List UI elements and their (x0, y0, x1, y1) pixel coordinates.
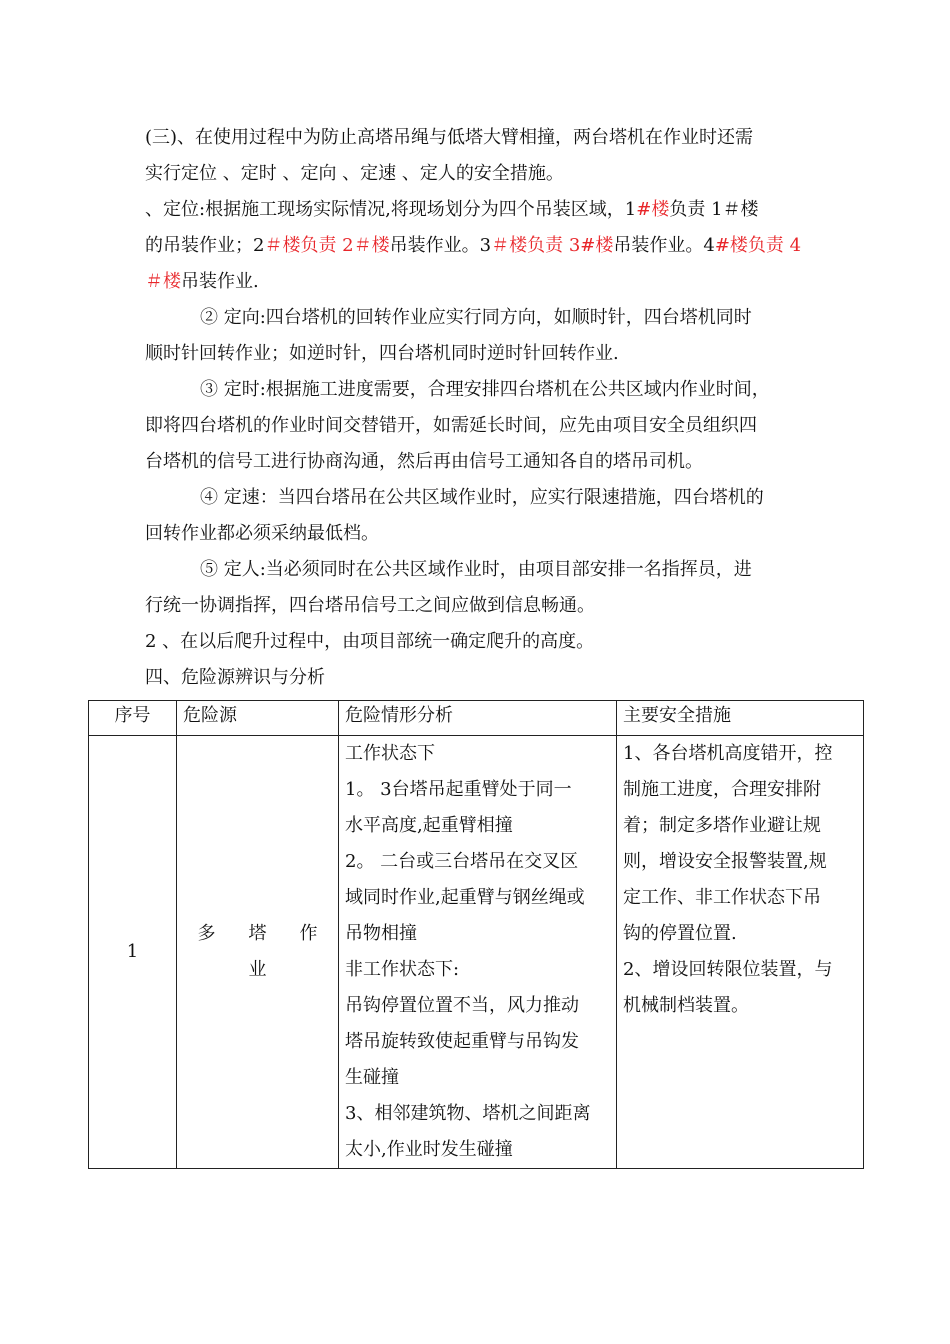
measure-line: 钩的停置位置. (623, 923, 737, 944)
building-ref-red: ＃楼负责 2＃楼 (264, 235, 390, 256)
item2-paragraph: 2 、在以后爬升过程中，由项目部统一确定爬升的高度。 (145, 631, 595, 652)
measure-line: 1、各台塔机高度错开，控 (623, 743, 833, 764)
measure-line: 定工作、非工作状态下吊 (623, 887, 821, 908)
measure-line: 着；制定多塔作业避让规 (623, 815, 821, 836)
header-risk-analysis: 危险情形分析 (339, 701, 617, 736)
analysis-line: 生碰撞 (345, 1067, 399, 1088)
positioning-text: 吊装作业。4 (613, 235, 715, 256)
analysis-line: 1。 3台塔吊起重臂处于同一 (345, 779, 572, 800)
positioning-line1 (145, 198, 759, 222)
measure-line: 2、增设回转限位装置，与 (623, 959, 833, 980)
hazard-source-char: 业 (248, 959, 267, 980)
building-ref-red: ＃楼 (145, 271, 181, 292)
analysis-line: 塔吊旋转致使起重臂与吊钩发 (345, 1031, 579, 1052)
positioning-text: 的吊装作业；2 (145, 235, 265, 256)
positioning-text: 、定位:根据施工现场实际情况,将现场划分为四个吊装区域，1 (145, 199, 637, 220)
header-safety-measures: 主要安全措施 (617, 701, 864, 736)
positioning-text: 吊装作业。3 (389, 235, 492, 256)
building-ref-red: ＃楼负责 3#楼 (491, 235, 614, 256)
personnel-line1: ⑤ 定人:当必须同时在公共区域作业时，由项目部安排一名指挥员，进 (200, 559, 752, 580)
hazard-source-char: 作 (299, 923, 318, 944)
section4-heading: 四、危险源辨识与分析 (145, 667, 325, 688)
table-row (89, 736, 864, 1169)
direction-line2: 顺时针回转作业；如逆时针，四台塔机同时逆时针回转作业. (145, 343, 619, 364)
timing-line2: 即将四台塔机的作业时间交替错开，如需延长时间，应先由项目安全员组织四 (145, 415, 757, 436)
measure-line: 则，增设安全报警装置,规 (623, 851, 827, 872)
speed-line1: ④ 定速：当四台塔吊在公共区域作业时，应实行限速措施，四台塔机的 (200, 487, 764, 508)
measure-line: 制施工进度，合理安排附 (623, 779, 821, 800)
table-header-row (89, 701, 864, 736)
personnel-line2: 行统一协调指挥，四台塔吊信号工之间应做到信息畅通。 (145, 595, 595, 616)
direction-line1: ② 定向:四台塔机的回转作业应实行同方向，如顺时针，四台塔机同时 (200, 307, 752, 328)
cell-safety-measures (617, 736, 864, 1169)
measure-line: 机械制档装置。 (623, 995, 749, 1016)
header-seq: 序号 (89, 701, 177, 736)
hazard-source-char: 塔 (248, 923, 267, 944)
cell-seq: 1 (89, 736, 177, 1169)
building-ref-red: #楼负责 4 (714, 235, 802, 256)
analysis-line: 太小,作业时发生碰撞 (345, 1139, 513, 1160)
positioning-line3 (145, 270, 259, 294)
section3-paragraph-line1: (三)、在使用过程中为防止高塔吊绳与低塔大臂相撞，两台塔机在作业时还需 (145, 127, 754, 148)
cell-hazard-source (177, 736, 339, 1169)
analysis-line: 工作状态下 (345, 743, 435, 764)
positioning-line2 (145, 234, 801, 258)
hazard-analysis-table (88, 700, 864, 1169)
analysis-line: 非工作状态下: (345, 959, 460, 980)
timing-line3: 台塔机的信号工进行协商沟通，然后再由信号工通知各自的塔吊司机。 (145, 451, 703, 472)
analysis-line: 3、相邻建筑物、塔机之间距离 (345, 1103, 591, 1124)
hazard-source-char: 多 (197, 923, 216, 944)
timing-line1: ③ 定时:根据施工进度需要，合理安排四台塔机在公共区域内作业时间， (200, 379, 770, 400)
speed-line2: 回转作业都必须采纳最低档。 (145, 523, 379, 544)
positioning-text: 吊装作业. (181, 271, 259, 292)
analysis-line: 水平高度,起重臂相撞 (345, 815, 513, 836)
header-hazard-source: 危险源 (177, 701, 339, 736)
analysis-line: 吊物相撞 (345, 923, 417, 944)
analysis-line: 2。 二台或三台塔吊在交叉区 (345, 851, 579, 872)
positioning-text: 负责 1＃楼 (669, 199, 759, 220)
analysis-line: 吊钩停置位置不当，风力推动 (345, 995, 579, 1016)
building-ref-red: #楼 (636, 199, 670, 220)
section3-paragraph-line2: 实行定位 、定时 、定向 、定速 、定人的安全措施。 (145, 163, 564, 184)
cell-risk-analysis (339, 736, 617, 1169)
analysis-line: 域同时作业,起重臂与钢丝绳或 (345, 887, 585, 908)
